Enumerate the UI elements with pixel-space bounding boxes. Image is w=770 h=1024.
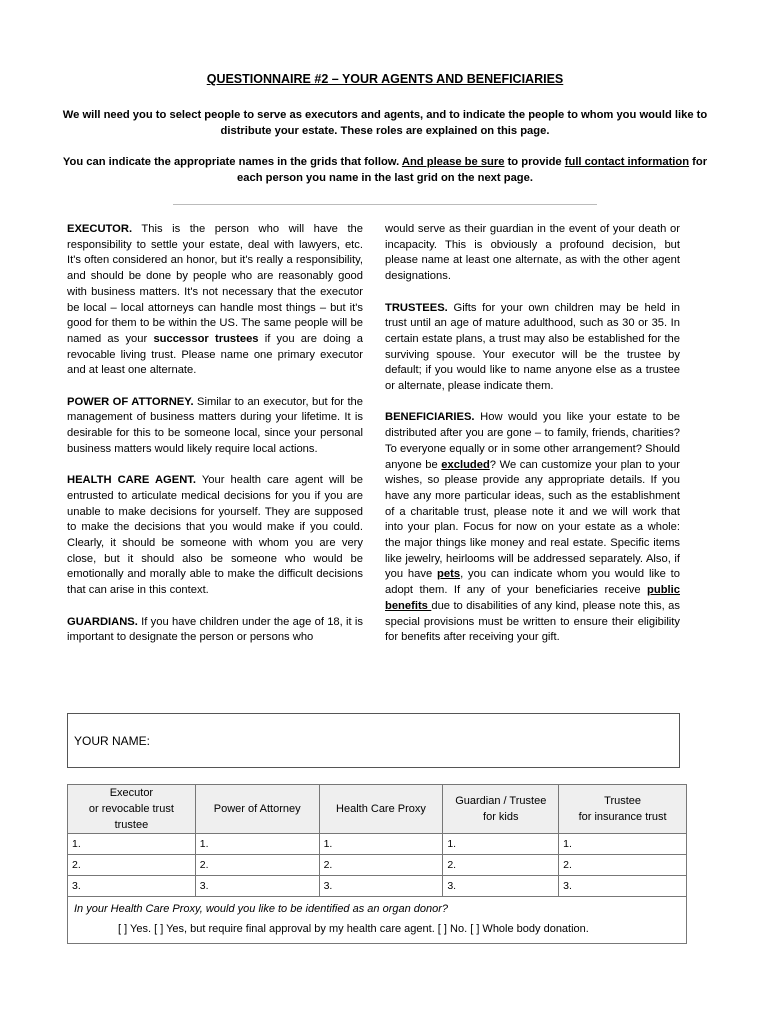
beneficiaries-text-c: , you can indicate whom you would like to adopt them. If any of your beneficiaries receive (385, 568, 681, 597)
executor-section (67, 222, 363, 379)
excluded-word: excluded (441, 458, 490, 471)
header-trustee-line1: Trustee (604, 795, 642, 807)
poa-heading: POWER OF ATTORNEY. (67, 395, 194, 408)
header-health-care-proxy (319, 785, 443, 834)
organ-donor-row (68, 897, 687, 944)
grid-cell[interactable]: 1. (319, 834, 443, 855)
successor-trustees: successor trustees (153, 332, 259, 345)
guardians-text: If you have children under the age of 18, it is important to designate the person or persons who (67, 615, 363, 644)
beneficiaries-section (385, 410, 680, 646)
hca-section (67, 473, 363, 599)
beneficiaries-text-b: ? We can customize your plan to your wishes, so please provide any appropriate details. If you have any more particular ideas, such as the establishment of a charitable trust, please note it and we will work that into your plan. Focus for now on your estate as a whole: the major things like money and real estate. Specific items like jewelry, heirlooms will be addressed separately. Also, if you have (385, 458, 680, 581)
header-poa-line1: Power of Attorney (213, 803, 301, 815)
beneficiaries-heading: BENEFICIARIES. (385, 411, 475, 424)
trustees-text: Gifts for your own children may be held in trust until an age of mature adulthood, such as 30 or 35. In certain estate plans, a trust may also be established for the surviving spouse. Your executor will be the trustee by default; if you would like to name anyone else as a trustee or alternate, please indicate them. (385, 301, 680, 393)
hca-heading: HEALTH CARE AGENT. (67, 474, 196, 487)
divider-rule (173, 204, 597, 205)
intro2-full-contact-information: full contact information (564, 156, 690, 168)
hca-text: Your health care agent will be entrusted to articulate medical decisions for you if you are unable to make decisions for yourself. They are supposed to make the decisions that you would make if you could. Clearly, it should be someone with whom you are very close, but it should also be someone who would be emotionally and morally able to make the difficult decisions that can arise in this context. (67, 474, 363, 597)
beneficiaries-text-d: due to disabilities of any kind, please note this, as special provisions must be written to ensure their eligibility for benefits after receiving your gift. (385, 599, 680, 644)
header-executor (68, 785, 196, 834)
public-benefits-word: public benefits (385, 584, 680, 612)
grid-cell[interactable]: 2. (68, 855, 196, 876)
intro2-please-be-sure: And please be sure (401, 156, 505, 168)
trustees-section (385, 301, 680, 395)
grid-cell[interactable]: 1. (68, 834, 196, 855)
grid-header-row (68, 785, 687, 834)
header-guardian-line2: for kids (483, 811, 519, 823)
organ-donor-options[interactable]: [ ] Yes. [ ] Yes, but require final approval by my health care agent. [ ] No. [ ] Whole body donation. (118, 923, 589, 935)
executor-text-a: This is the person who will have the responsibility to settle your estate, deal with lawyers, etc. It's often considered an honor, but it's really a responsibility, and should be done by people who are reasonably good with business matters. It's not necessary that the executor be local – local attorneys can handle most things – but it's good for them to be within the US. The same people will be named as your (67, 223, 363, 345)
table-row (68, 834, 687, 855)
grid-cell[interactable]: 1. (195, 834, 319, 855)
agents-grid (67, 784, 687, 944)
grid-cell[interactable]: 3. (195, 876, 319, 897)
trustees-heading: TRUSTEES. (385, 301, 448, 314)
grid-cell[interactable]: 3. (319, 876, 443, 897)
header-trustee-line2: for insurance trust (578, 811, 667, 823)
grid-cell[interactable]: 2. (195, 855, 319, 876)
grid-cell[interactable]: 3. (559, 876, 687, 897)
intro2-part-c: to provide (504, 156, 565, 168)
grid-cell[interactable]: 3. (68, 876, 196, 897)
header-executor-line2: or revocable trust trustee (88, 803, 174, 831)
table-row (68, 855, 687, 876)
grid-cell[interactable]: 2. (443, 855, 559, 876)
pets-word: pets (437, 568, 461, 581)
grid-cell[interactable]: 3. (443, 876, 559, 897)
header-power-of-attorney (195, 785, 319, 834)
intro-paragraph-1: We will need you to select people to serve as executors and agents, and to indicate the people to whom you would like to distribute your estate. These roles are explained on this page. (62, 109, 708, 137)
your-name-label: YOUR NAME: (74, 734, 151, 748)
organ-donor-cell (68, 897, 687, 944)
executor-heading: EXECUTOR. (67, 223, 133, 235)
header-guardian-trustee (443, 785, 559, 834)
your-name-field[interactable] (67, 713, 680, 768)
poa-section (67, 395, 363, 458)
grid-cell[interactable]: 2. (559, 855, 687, 876)
header-hcp-line1: Health Care Proxy (336, 803, 426, 815)
grid-cell[interactable]: 1. (443, 834, 559, 855)
page-title: QUESTIONNAIRE #2 – YOUR AGENTS AND BENEFICIARIES (206, 72, 564, 86)
poa-text: Similar to an executor, but for the management of business matters during your lifetime. It is desirable for this to be someone local, since your personal business matters would likely require local actions. (67, 395, 363, 455)
right-column (385, 222, 680, 662)
header-guardian-line1: Guardian / Trustee (455, 795, 547, 807)
beneficiaries-text-a: How would you like your estate to be distributed after you are gone – to family, friends, charities? To everyone equally or in some other arrangement? Should anyone be (385, 411, 680, 471)
grid-cell[interactable]: 1. (559, 834, 687, 855)
intro2-part-e: for each person you name in the last grid on the next page. (237, 156, 708, 184)
intro2-part-a: You can indicate the appropriate names in the grids that follow. (62, 156, 402, 168)
guardians-continued: would serve as their guardian in the event of your death or incapacity. This is obviously a profound decision, but please name at least one alternate, as with the other agent designations. (385, 223, 680, 283)
guardians-section (67, 615, 363, 646)
guardians-heading: GUARDIANS. (67, 615, 138, 628)
table-row (68, 876, 687, 897)
executor-text-b: if you are doing a revocable living trust. Please name one primary executor and at least one alternate. (67, 332, 363, 377)
left-column (67, 222, 363, 662)
header-executor-line1: Executor (109, 787, 154, 799)
header-trustee-insurance (559, 785, 687, 834)
intro-paragraph-2 (62, 154, 708, 186)
grid-cell[interactable]: 2. (319, 855, 443, 876)
organ-donor-question: In your Health Care Proxy, would you like to be identified as an organ donor? (74, 903, 449, 915)
